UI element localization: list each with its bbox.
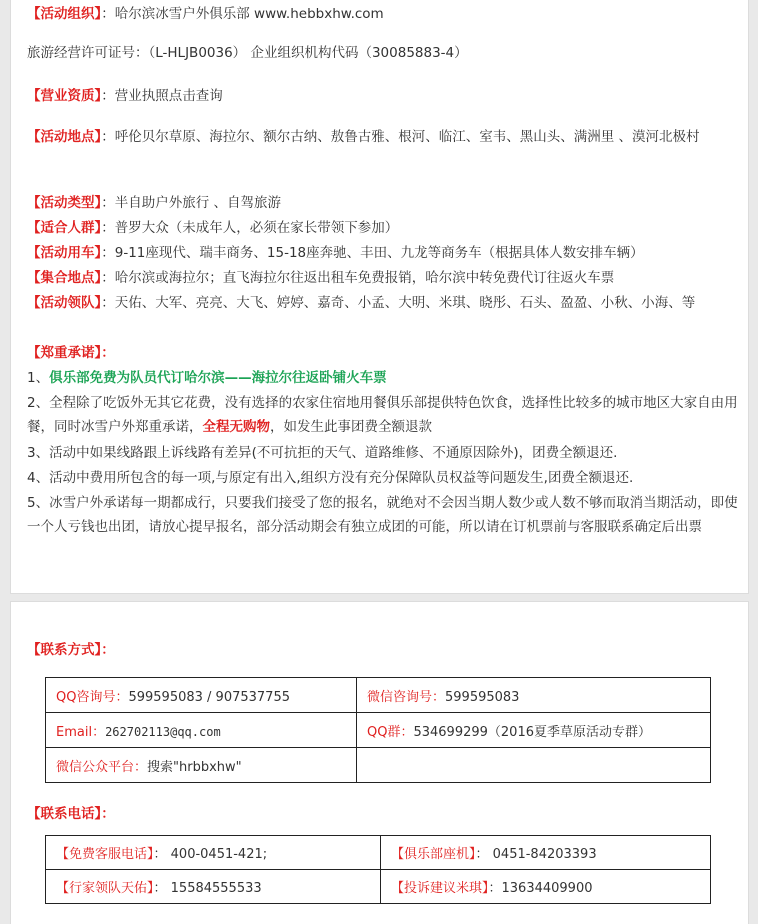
- qualification-label: 【营业资质】: [27, 88, 102, 104]
- wechat-label: 微信咨询号：: [367, 689, 446, 705]
- contact-title: 【联系方式】：: [27, 642, 115, 658]
- empty-cell: [357, 748, 711, 783]
- promise-2-text-a: 2、全程除了吃饭外无其它花费，没有选择的农家住宿地用餐俱乐部提供特色饮食，选择性比较多的城市地区大家自由用餐，同时冰雪户外郑重承诺，: [27, 395, 738, 435]
- organizer-value: ：哈尔滨冰雪户外俱乐部 www.hebbxhw.com: [101, 6, 384, 22]
- meeting-label: 【集合地点】: [27, 270, 102, 286]
- vehicles-line: [27, 241, 739, 265]
- activity-info-panel: [10, 0, 749, 594]
- qqgroup-cell: [357, 713, 711, 748]
- free-phone-cell: [46, 836, 381, 870]
- contact-panel: [10, 601, 749, 924]
- table-row: [46, 678, 711, 713]
- qualification-line: [27, 84, 739, 108]
- vehicles-value: ：9-11座现代、瑞丰商务、15-18座奔驰、丰田、九龙等商务车（根据具体人数安排车辆）: [101, 245, 644, 261]
- promise-item-4: 4、活动中费用所包含的每一项,与原定有出入,组织方没有充分保障队员权益等问题发生,团费全额退还.: [27, 470, 634, 486]
- qualification-link[interactable]: ：营业执照点击查询: [101, 88, 223, 104]
- qq-label: QQ咨询号：: [56, 689, 129, 705]
- meeting-value: ：哈尔滨或海拉尔；直飞海拉尔往返出租车免费报销，哈尔滨中转免费代订往返火车票: [101, 270, 615, 286]
- table-row: [46, 870, 711, 904]
- organizer-label: 【活动组织】: [27, 6, 102, 22]
- wechat-value: 599595083: [445, 689, 520, 705]
- leader-phone-cell: [46, 870, 381, 904]
- email-link[interactable]: 262702113@qq.com: [105, 724, 221, 739]
- audience-line: [27, 216, 739, 240]
- wx-public-value: 搜索"hrbbxhw": [147, 759, 242, 775]
- organizer-line: [27, 2, 739, 26]
- complaint-phone-value: ：13634409900: [488, 881, 593, 896]
- locations-value: ：呼伦贝尔草原、海拉尔、额尔古纳、敖鲁古雅、根河、临江、室韦、黑山头、满洲里 、漠河北极村: [101, 129, 700, 145]
- promise-item-2: [27, 391, 739, 439]
- club-phone-cell: [381, 836, 711, 870]
- leader-phone-value: ： 15584555533: [153, 881, 262, 896]
- club-phone-value: ： 0451-84203393: [475, 847, 597, 862]
- complaint-phone-label: 【投诉建议米琪】: [391, 881, 489, 896]
- email-cell: [46, 713, 357, 748]
- locations-label: 【活动地点】: [27, 129, 102, 145]
- promise-2-no-shopping: 全程无购物: [202, 419, 270, 435]
- leaders-label: 【活动领队】: [27, 295, 102, 311]
- audience-label: 【适合人群】: [27, 220, 102, 236]
- table-row: [46, 836, 711, 870]
- promise-1-text: 俱乐部免费为队员代订哈尔滨——海拉尔往返卧铺火车票: [49, 370, 387, 386]
- promise-item-5: 5、冰雪户外承诺每一期都成行，只要我们接受了您的报名，就绝对不会因当期人数少或人数不够而取消当期活动，即使一个人亏钱也出团，请放心提早报名，部分活动期会有独立成团的可能，所以请在订机票前与客服联系确定后出票: [27, 495, 738, 535]
- wx-public-cell: [46, 748, 357, 783]
- free-phone-value: ： 400-0451-421;: [153, 847, 268, 862]
- qqgroup-value: 534699299（2016夏季草原活动专群）: [413, 724, 651, 740]
- promise-item-3: 3、活动中如果线路跟上诉线路有差异(不可抗拒的天气、道路维修、不通原因除外)，团费全额退还.: [27, 445, 618, 461]
- promise-item-1: [27, 366, 739, 390]
- contact-table: [45, 677, 711, 783]
- type-value: ：半自助户外旅行 、自驾旅游: [101, 195, 282, 211]
- phones-title: 【联系电话】：: [27, 806, 115, 822]
- email-label: Email：: [56, 724, 106, 740]
- qqgroup-label: QQ群：: [367, 724, 414, 740]
- club-phone-label: 【俱乐部座机】: [391, 847, 476, 862]
- table-row: [46, 748, 711, 783]
- promise-1-number: 1、: [27, 370, 50, 386]
- license-line: 旅游经营许可证号：（L-HLJB0036） 企业组织机构代码（30085883-4）: [27, 45, 468, 61]
- qq-cell: [46, 678, 357, 713]
- type-line: [27, 191, 739, 215]
- phones-table: [45, 835, 711, 904]
- complaint-phone-cell: [381, 870, 711, 904]
- free-phone-label: 【免费客服电话】: [56, 847, 154, 862]
- leader-phone-label: 【行家领队天佑】: [56, 881, 154, 896]
- leaders-value: ：天佑、大军、亮亮、大飞、婷婷、嘉奇、小孟、大明、米琪、晓彤、石头、盈盈、小秋、小海、等: [101, 295, 696, 311]
- vehicles-label: 【活动用车】: [27, 245, 102, 261]
- wechat-cell: [357, 678, 711, 713]
- wx-public-label: 微信公众平台：: [56, 759, 148, 775]
- promise-label: 【郑重承诺】：: [27, 345, 115, 361]
- type-label: 【活动类型】: [27, 195, 102, 211]
- meeting-line: [27, 266, 739, 290]
- table-row: [46, 713, 711, 748]
- promise-2-text-c: ，如发生此事团费全额退款: [270, 419, 432, 435]
- promise-heading: [27, 341, 739, 365]
- audience-value: ：普罗大众（未成年人，必须在家长带领下参加）: [101, 220, 399, 236]
- leaders-line: [27, 291, 739, 315]
- qq-value: 599595083 / 907537755: [128, 689, 290, 705]
- locations-line: [27, 125, 739, 149]
